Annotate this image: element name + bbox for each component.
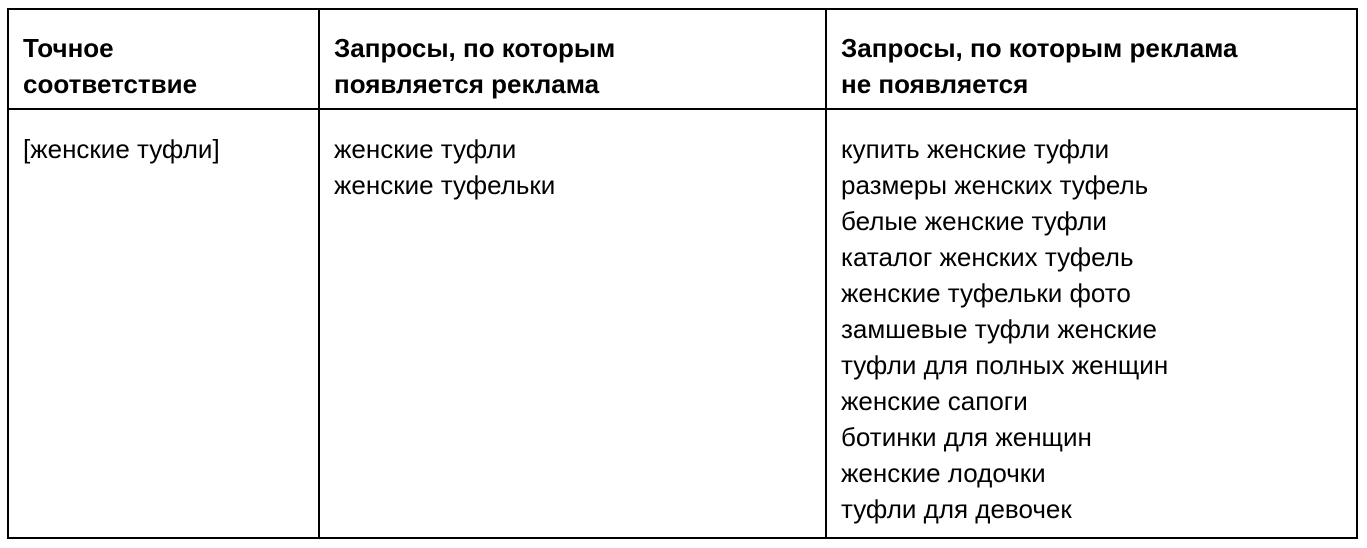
header-shown-queries-line-2: появляется реклама <box>334 69 600 99</box>
header-not-shown-queries-line-2: не появляется <box>841 69 1029 99</box>
shown-query-item: женские туфельки <box>334 170 556 200</box>
not-shown-query-item: женские сапоги <box>841 386 1028 416</box>
not-shown-query-item: размеры женских туфель <box>841 170 1149 200</box>
cell-keyword <box>9 110 320 537</box>
cell-not-shown-queries <box>827 110 1356 537</box>
not-shown-query-item: купить женские туфли <box>841 134 1110 164</box>
header-not-shown-queries-line-1: Запросы, по которым реклама <box>841 33 1238 63</box>
header-exact-match <box>9 10 320 110</box>
not-shown-query-item: каталог женских туфель <box>841 242 1134 272</box>
not-shown-query-item: замшевые туфли женские <box>841 314 1157 344</box>
header-shown-queries <box>320 10 827 110</box>
keyword-text: [женские туфли] <box>23 134 220 164</box>
not-shown-query-item: туфли для девочек <box>841 494 1072 524</box>
not-shown-query-item: ботинки для женщин <box>841 422 1092 452</box>
shown-query-item: женские туфли <box>334 134 517 164</box>
not-shown-query-item: женские лодочки <box>841 458 1046 488</box>
not-shown-query-item: туфли для полных женщин <box>841 350 1169 380</box>
header-exact-match-line-2: соответствие <box>23 69 198 99</box>
cell-shown-queries <box>320 110 827 537</box>
header-exact-match-line-1: Точное <box>23 33 114 63</box>
header-not-shown-queries <box>827 10 1356 110</box>
not-shown-query-item: женские туфельки фото <box>841 278 1131 308</box>
header-shown-queries-line-1: Запросы, по которым <box>334 33 616 63</box>
match-type-table <box>7 8 1358 539</box>
not-shown-query-item: белые женские туфли <box>841 206 1107 236</box>
